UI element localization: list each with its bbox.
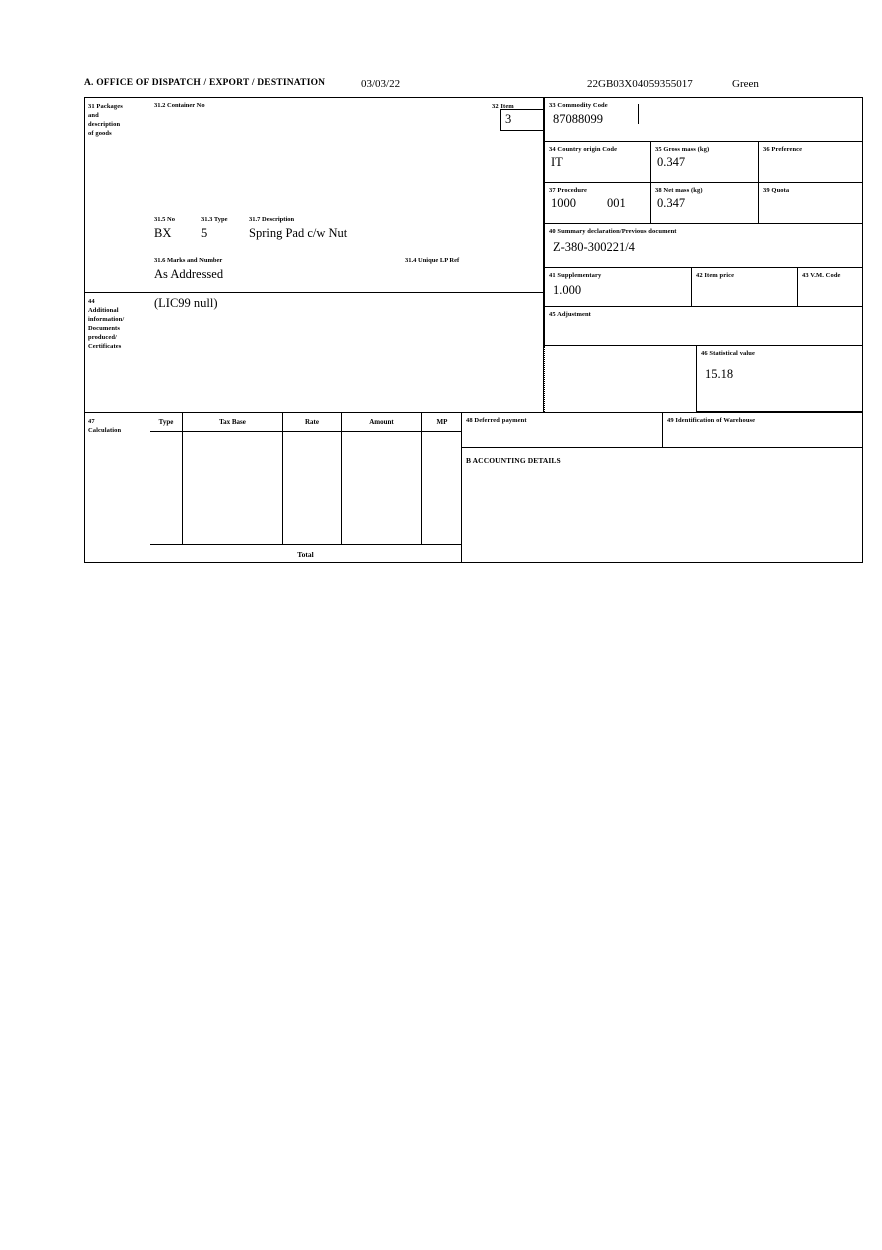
box-31-goods-description [150,98,544,292]
box-32-value-box [500,109,544,131]
box-45-adjustment [544,307,863,346]
box-32-label: 32 Item [492,103,514,110]
box-49-warehouse-identification [663,412,863,448]
box-37-procedure [544,183,651,224]
box-45-label: 45 Adjustment [549,311,591,318]
box-47-calculation-table [150,412,462,544]
box-46-statistical-value [696,346,863,412]
box-44-label-line-2: Additional [88,307,119,314]
packages-type-label: 31.3 Type [201,216,228,223]
box-42-item-price [692,268,798,307]
declaration-date: 03/03/22 [361,78,401,90]
box-36-label: 36 Preference [763,146,803,153]
box-31-label-line-2: and [88,112,99,119]
box-47-label-line-2: Calculation [88,427,122,434]
box-36-value [759,154,863,156]
box-41-value: 1.000 [553,283,582,297]
box-44-additional-information [150,292,544,412]
calc-header-rate: Rate [283,413,341,432]
box-39-value [759,195,863,197]
box-35-gross-mass [651,142,759,183]
box-47-label-line-1: 47 [88,418,95,425]
box-b-value [462,465,863,467]
box-44-label-line-1: 44 [88,298,95,305]
box-44-label-line-6: Certificates [88,343,122,350]
box-49-value [663,425,863,427]
box-32-value: 3 [505,112,512,126]
box-43-value [798,280,863,284]
box-33-divider [638,104,639,124]
packages-type-value: 5 [201,226,208,240]
movement-reference-number: 22GB03X04059355017 [587,78,693,90]
unique-lp-ref-label: 31.4 Unique LP Ref [405,257,460,264]
box-45-value [545,319,863,323]
box-38-net-mass [651,183,759,224]
box-b-accounting-details [462,448,863,494]
box-31-label [85,98,150,292]
box-33-value: 87088099 [553,112,603,126]
calc-column-tax-base [183,413,283,545]
document-header [84,78,864,94]
calc-header-tax-base: Tax Base [183,413,282,432]
calc-column-amount [342,413,422,545]
box-42-label: 42 Item price [696,272,735,279]
box-45-46-dotted-divider [544,346,545,412]
box-40-label: 40 Summary declaration/Previous document [549,228,677,235]
box-49-label: 49 Identification of Warehouse [667,417,756,424]
box-35-value: 0.347 [657,155,686,169]
office-of-dispatch-label: A. OFFICE OF DISPATCH / EXPORT / DESTINATION [84,78,326,88]
box-34-value: IT [551,155,563,169]
box-43-label: 43 V.M. Code [802,272,841,279]
box-31-label-line-3: description [88,121,121,128]
box-38-value: 0.347 [657,196,686,210]
calc-column-rate [283,413,342,545]
container-no-label: 31.2 Container No [154,102,205,109]
box-37-label: 37 Procedure [549,187,587,194]
box-44-label-line-5: produced/ [88,334,117,341]
box-48-value [462,425,662,427]
box-33-commodity-code [544,98,863,142]
box-34-label: 34 Country origin Code [549,146,618,153]
box-31-label-line-1: 31 Packages [88,103,123,110]
box-40-value: Z-380-300221/4 [553,240,635,254]
box-47-label [85,412,150,563]
calc-header-amount: Amount [342,413,421,432]
box-44-label-line-4: Documents [88,325,120,332]
box-44-value: (LIC99 null) [154,296,218,310]
box-48-label: 48 Deferred payment [466,417,527,424]
box-34-country-of-origin [544,142,651,183]
box-40-previous-document [544,224,863,268]
packages-no-value: BX [154,226,172,240]
box-46-value: 15.18 [705,367,734,381]
box-39-quota [759,183,863,224]
box-46-label: 46 Statistical value [701,350,755,357]
box-43-vm-code [798,268,863,307]
copy-colour-label: Green [732,78,759,90]
packages-description-label: 31.7 Description [249,216,295,223]
box-36-preference [759,142,863,183]
packages-description-value: Spring Pad c/w Nut [249,226,348,240]
box-33-label: 33 Commodity Code [549,102,608,109]
calc-total-row [150,544,462,563]
calc-header-mp: MP [422,413,462,432]
box-41-supplementary-units [544,268,692,307]
box-39-label: 39 Quota [763,187,790,194]
box-35-label: 35 Gross mass (kg) [655,146,710,153]
box-38-label: 38 Net mass (kg) [655,187,703,194]
box-44-label [85,292,150,412]
box-48-deferred-payment [462,412,663,448]
box-37-value-primary: 1000 [551,196,576,210]
box-31-label-line-4: of goods [88,130,112,137]
box-37-value-secondary: 001 [607,196,626,210]
calc-header-type: Type [150,413,182,432]
box-b-label: B ACCOUNTING DETAILS [466,456,561,465]
calc-column-type [150,413,183,545]
marks-and-number-label: 31.6 Marks and Number [154,257,223,264]
box-41-label: 41 Supplementary [549,272,602,279]
calc-column-mp [422,413,462,545]
box-44-label-line-3: information/ [88,316,125,323]
declaration-form-frame [84,97,863,563]
marks-and-number-value: As Addressed [154,267,224,281]
calc-total-label: Total [297,550,314,559]
box-42-value [692,280,797,284]
packages-no-label: 31.5 No [154,216,175,223]
